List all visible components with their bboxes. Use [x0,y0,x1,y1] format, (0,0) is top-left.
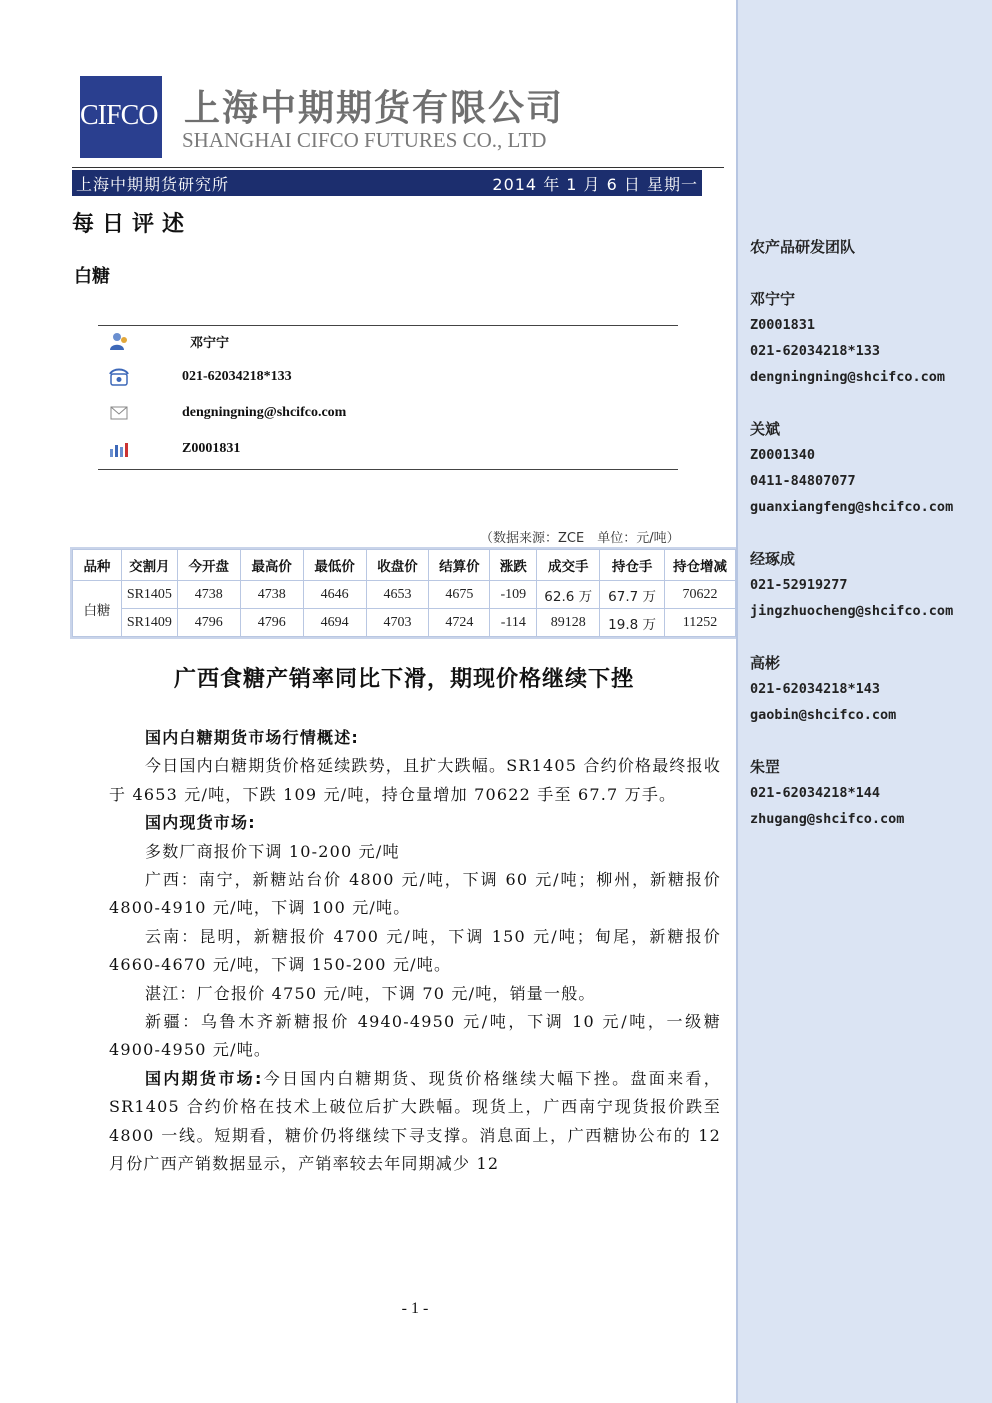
paragraph: 多数厂商报价下调 10-200 元/吨 [145,841,400,861]
analyst-email[interactable]: dengningning@shcifco.com [182,405,347,420]
table-header-row [73,550,736,581]
contact-name: 朱罡 [750,758,781,776]
contact-line: Z0001831 [750,317,816,333]
table-row [73,581,736,609]
column-header: 结算价 [429,550,490,581]
contact-line: 021-62034218*144 [750,785,881,801]
team-title: 农产品研发团队 [750,238,856,256]
subheading-spot-market: 国内现货市场: [145,813,256,833]
header-banner [72,170,702,196]
paragraph [109,1065,721,1179]
table-cell: -109 [490,581,537,609]
contact-email[interactable]: gaobin@shcifco.com [750,707,897,723]
analyst-license-row [108,437,240,461]
column-header: 涨跌 [490,550,537,581]
sidebar [736,0,992,1403]
table-cell: 19.8 万 [600,609,665,637]
variety-cell: 白糖 [73,581,122,637]
chart-icon [108,439,130,459]
column-header: 最高价 [240,550,303,581]
analyst-name-row [108,329,229,353]
analyst-name: 邓宁宁 [190,335,230,351]
contact-line: 021-62034218*143 [750,681,881,697]
column-header: 持仓手 [600,550,665,581]
table-cell: 4738 [240,581,303,609]
column-header: 今开盘 [177,550,240,581]
contact-name: 邓宁宁 [750,290,796,308]
contact-email[interactable]: zhugang@shcifco.com [750,811,905,827]
paragraph: 新疆：乌鲁木齐新糖报价 4940-4950 元/吨，下调 10 元/吨，一级糖 4900-4950 元/吨。 [109,1012,721,1060]
contact-line: Z0001340 [750,447,816,463]
column-header: 品种 [73,550,122,581]
contact-line: 021-52919277 [750,577,848,593]
table-cell: 4738 [177,581,240,609]
contact-name: 关斌 [750,420,781,438]
article-body [109,724,721,1179]
page-number: - 1 - [401,1300,429,1317]
contact-email[interactable]: guanxiangfeng@shcifco.com [750,499,954,515]
table-cell: 4646 [303,581,366,609]
sidebar-contact [750,286,945,390]
commodity-title: 白糖 [74,266,110,287]
column-header: 成交手 [537,550,600,581]
contact-name: 经琢成 [750,550,796,568]
data-source-note: （数据来源：ZCE 单位：元/吨） [480,531,680,546]
paragraph: 今日国内白糖期货价格延续跌势，且扩大跌幅。SR1405 合约价格最终报收于 4653 元/吨，下跌 109 元/吨，持仓量增加 70622 手至 67.7 万手。 [109,756,722,804]
contact-line: 0411-84807077 [750,473,856,489]
contact-email[interactable]: dengningning@shcifco.com [750,369,946,385]
company-name-en: SHANGHAI CIFCO FUTURES CO., LTD [182,128,547,152]
sidebar-contact [750,416,953,520]
paragraph-text: 今日国内白糖期货、现货价格继续大幅下挫。盘面来看，SR1405 合约价格在技术上破位后扩大跌幅。现货上，广西南宁现货报价跌至 4800 一线。短期看，糖价仍将继续下寻支撑。消息面上，广西糖协公布的 12 月份广西产销数据显示，产销率较去年同期减少 12 [109,1068,721,1174]
company-name-cn: 上海中期期货有限公司 [184,88,565,129]
card-top-rule [98,325,678,326]
sidebar-contact [750,650,896,728]
paragraph: 广西：南宁，新糖站台价 4800 元/吨，下调 60 元/吨；柳州，新糖报价 4800-4910 元/吨，下调 100 元/吨。 [109,870,721,918]
table-cell: -114 [490,609,537,637]
section-title: 每日评述 [72,212,193,237]
analyst-license: Z0001831 [182,441,241,456]
table-cell: 4724 [429,609,490,637]
table-cell: 4653 [366,581,429,609]
sidebar-contact [750,546,953,624]
article-headline: 广西食糖产销率同比下滑，期现价格继续下挫 [173,667,634,692]
column-header: 最低价 [303,550,366,581]
table-cell: 89128 [537,609,600,637]
table-cell: 4796 [240,609,303,637]
table-cell: 70622 [665,581,736,609]
quotes-table [72,549,736,637]
table-cell: 4796 [177,609,240,637]
table-cell: SR1405 [121,581,177,609]
table-cell: 4675 [429,581,490,609]
column-header: 收盘价 [366,550,429,581]
phone-icon [108,367,130,387]
envelope-icon [108,403,130,423]
analyst-phone: 021-62034218*133 [182,369,292,384]
institute-name: 上海中期期货研究所 [76,175,230,194]
table-cell: 11252 [665,609,736,637]
logo-text: CIFCO [80,100,158,131]
contact-email[interactable]: jingzhuocheng@shcifco.com [750,603,954,619]
subheading-futures-market: 国内期货市场: [145,1068,263,1088]
table-cell: SR1409 [121,609,177,637]
person-icon [108,331,130,351]
contact-line: 021-62034218*133 [750,343,881,359]
report-date: 2014 年 1 月 6 日 星期一 [492,175,698,194]
column-header: 交割月 [121,550,177,581]
table-cell: 4694 [303,609,366,637]
table-cell: 4703 [366,609,429,637]
table-cell: 67.7 万 [600,581,665,609]
column-header: 持仓增减 [665,550,736,581]
subheading-futures-overview: 国内白糖期货市场行情概述: [145,728,359,747]
header-divider [72,167,724,168]
paragraph: 湛江：厂仓报价 4750 元/吨，下调 70 元/吨，销量一般。 [145,983,596,1003]
table-cell: 62.6 万 [537,581,600,609]
contact-name: 高彬 [750,654,781,672]
paragraph: 云南：昆明，新糖报价 4700 元/吨，下调 150 元/吨；甸尾，新糖报价 4660-4670 元/吨，下调 150-200 元/吨。 [109,926,721,975]
sidebar-contact [750,754,904,832]
analyst-phone-row [108,365,292,389]
card-bottom-rule [98,469,678,470]
analyst-email-row [108,401,346,425]
table-row [73,609,736,637]
